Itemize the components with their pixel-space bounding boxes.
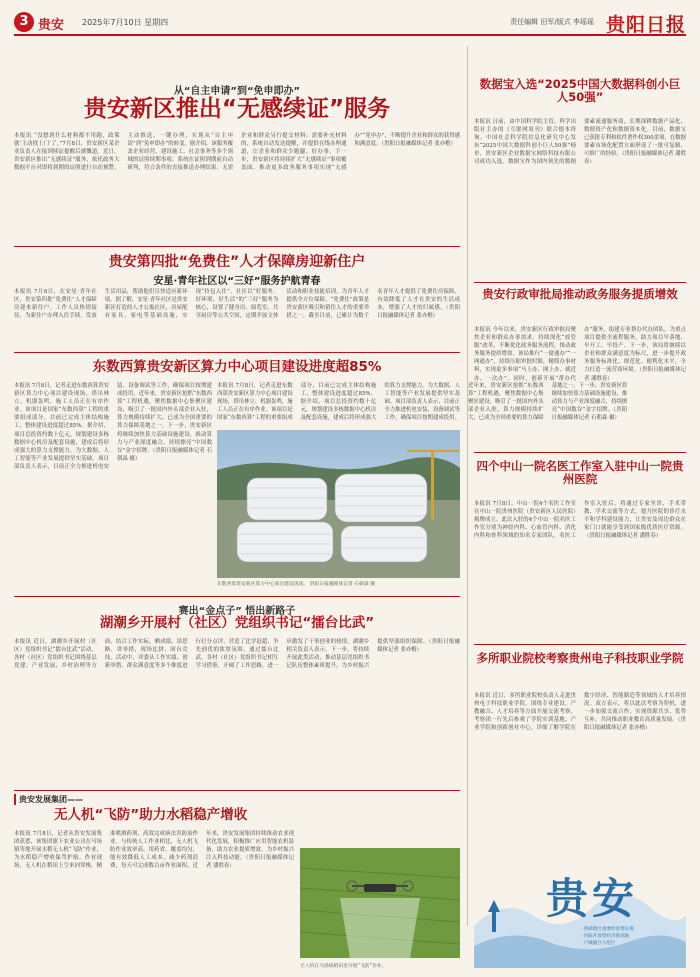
computing-body: 本报讯 7月8日，记者走进东数西算贵安新区算力中心项目建设现场，塔吊林立、机器轰鸣，施工人员正在有序作业。该项目是国家“东数西算”工程的重要组成部分，目前已完成主体结构施工，整体建设进度超过85%。据介绍，项目总投资约数十亿元，规划建设多栋数据中心机房及配套设施，建成后将形成强大的算力支撑能力，为大数据、人工智能等产业发展提供坚实基础。项目部负责人表示，目前正全力推进机电安装、设备调试等工作，确保项目按期建成投用。近年来，贵安新区抢抓“东数西算”工程机遇，聚焦数据中心集聚区建设，吸引了一批国内外头部企业入驻，算力规模持续扩大，已成为全国重要的算力保障基地之一。下一步，贵安新区将继续加快算力基础设施建设，推动算力与产业深度融合，持续擦亮“中国数谷”金字招牌。（贵阳日报融媒体记者 石朝森 摄） bbox=[14, 383, 212, 470]
computing-center-photo bbox=[217, 430, 460, 578]
drone-body: 本报讯 7月8日，记者从贵安发展集团获悉，该集团旗下农业公司在马场镇等地开展水稻无人机“飞防”作业，为水稻稳产增收保驾护航。作业现场，无人机在稻田上空来回穿梭，精准喷洒药剂，高效完成病虫害防治作业。与传统人工作业相比，无人机飞防作业效率高、用药省、覆盖均匀，能有效降低人工成本，减少药剂浪费，每天可完成数百亩作业面积。近年来，贵安发展集团持续推动农业现代化发展，积极推广应用智能农机装备，助力农业提质增效，为乡村振兴注入科技动能。（贵阳日报融媒体记者 潘胜春） bbox=[14, 831, 294, 870]
lead-kicker: 从“自主申请”到“免申即办” bbox=[173, 86, 301, 97]
hospital-headline: 四个中山一院名医工作室入驻中山一院贵州医院 bbox=[476, 459, 684, 487]
section-rule bbox=[14, 352, 460, 353]
rice-field-image bbox=[300, 848, 460, 958]
masthead bbox=[14, 10, 686, 36]
section-rule bbox=[474, 644, 686, 645]
section-name: 贵安 bbox=[38, 18, 65, 33]
guian-artwork bbox=[474, 856, 686, 968]
community-kicker: 赛出“金点子” 悟出新路子 bbox=[178, 606, 296, 617]
admin-body: 本报讯 今年以来，贵安新区行政审批局聚焦企业和群众办事需求，持续深化“放管服”改革，不断优化政务服务流程，推动政务服务提质增效。该局推行“一窗通办”“一网通办”，持续压缩审批时限，精简办事材料，实现更多事项“马上办、网上办、就近办、一次办”。同时，创新开展“帮办代办”服务，组建专业帮办代办团队，为重点项目提供全流程服务，助力项目早落地、早开工、早投产。下一步，该局将继续以企业和群众满意度为标尺，进一步提升政务服务标准化、规范化、便利化水平，全力打造一流营商环境。（贵阳日报融媒体记者 潘胜春） bbox=[474, 327, 686, 382]
issue-date: 2025年7月10日 星期四 bbox=[82, 18, 169, 27]
section-rule bbox=[14, 246, 460, 247]
section-rule bbox=[14, 790, 460, 791]
housing-headline: 贵安第四批“免费住”人才保障房迎新住户 bbox=[108, 254, 366, 270]
community-headline: 湖潮乡开展村（社区）党组织书记“擂台比武” bbox=[99, 615, 375, 631]
computing-photo-caption: 东数西算贵安新区算力中心项目建设现场。 贵阳日报融媒体记者 石朝森 摄 bbox=[217, 582, 376, 587]
computing-center-image bbox=[217, 430, 460, 578]
drone-photo-caption: 无人机在马场镇稻田里开展“飞防”作业。 bbox=[300, 964, 387, 969]
page-number: 3 bbox=[14, 12, 34, 32]
section-rule bbox=[474, 452, 686, 453]
guian-slogan: ·产城融合示范区 bbox=[582, 941, 616, 946]
drone-headline: 无人机“飞防”助力水稻稳产增收 bbox=[54, 807, 248, 823]
community-body: 本报讯 近日，湖潮乡开展村（社区）党组织书记“擂台比武”活动，各村（社区）党组织书记围绕基层党建、产业发展、乡村治理等方面，结合工作实际，晒成绩、谈思路、讲举措，现场比拼、同台竞技。活动中，评委从工作实绩、创新举措、群众满意度等多个维度进行打分点评，营造了比学赶超、争先创优的浓厚氛围。通过擂台比武，各村（社区）党组织书记相互学习借鉴，开阔了工作思路，进一步激发了干事创业的热情。湖潮乡相关负责人表示，下一步，将持续开展此类活动，推动基层党组织书记队伍整体素质提升，为乡村振兴提供坚强组织保障。（贵阳日报融媒体记者 张亦楷） bbox=[14, 639, 460, 670]
drone-brand-tag: 贵安发展集团—— bbox=[14, 794, 83, 805]
databao-body: 本报讯 日前，由中国科学院主管、科学出版社主办的《互联网周刊》联合德本咨询、中国社会科学院信息化研究中心发布“2025中国大数据科创小巨人50强”榜单，贵安新区企业数据宝网络科技有限公司成功入选。数据宝作为国内领先的数据要素流通服务商，长期深耕数据产品化、数据资产化和数据资本化。目前，数据宝已获批专利和软件著作权300余项，在数据要素市场化配置方面形成了一批可复制、可推广的经验。（贵阳日报融媒体记者 潘胜春） bbox=[474, 119, 686, 166]
hospital-body: 本报讯 7月8日，中山一院4个名医工作室在中山一院贵州医院（贵安新区人民医院）揭牌成立。此次入驻的4个中山一院名医工作室分别为神经内科、心血管内科、消化内科和骨科领域的知名专家团队。名医工作室入驻后，将通过专家坐诊、手术带教、学术交流等方式，提升医院的诊疗水平和学科建设能力，让贵安及周边群众在家门口就能享受到国家级优质医疗资源。（贵阳日报融媒体记者 潘胜春） bbox=[474, 501, 686, 540]
vocational-headline: 多所职业院校考察贵州电子科技职业学院 bbox=[476, 651, 684, 665]
newspaper-logo: 贵阳日报 bbox=[605, 14, 686, 36]
section-rule bbox=[14, 596, 460, 597]
computing-body-right: 本报讯 7月8日，记者走进东数西算贵安新区算力中心项目建设现场，塔吊林立、机器轰鸣，施工人员正在有序作业。该项目是国家“东数西算”工程的重要组成部分，目前已完成主体结构施工，整体建设进度超过85%。据介绍，项目总投资约数十亿元，规划建设多栋数据中心机房及配套设施，建成后将形成强大的算力支撑能力，为大数据、人工智能等产业发展提供坚实基础。项目部负责人表示，目前正全力推进机电安装、设备调试等工作，确保项目按期建成投用。近年来，贵安新区抢抓“东数西算”工程机遇，聚焦数据中心集聚区建设，吸引了一批国内外头部企业入驻，算力规模持续扩大，已成为全国重要的算力保障基地之一。下一步，贵安新区将继续加快算力基础设施建设，推动算力与产业深度融合，持续擦亮“中国数谷”金字招牌。（贵阳日报融媒体记者 石朝森 摄） bbox=[217, 383, 628, 422]
guian-art-title: 贵安 bbox=[546, 874, 639, 923]
databao-headline: 数据宝入选“2025中国大数据科创小巨人50强” bbox=[479, 77, 681, 105]
lead-body: 本报讯 “没想到什么材料都不用跑，政策就‘主动找上门’了。”7月8日，贵安新区某企业负责人在接到续证提醒后感慨道。近日，贵安新区推出“无感续证”服务，依托政务大数据平台对即将到期的证照进行自动预警，主动推送、一键办理，实现从“自主申请”到“免申即办”的转变。据介绍，该服务覆盖企业经营、建设施工、社会事务等多个领域的证照续期事项。系统在证照到期前自动研判，符合条件的直接推送办理结果，无需企业和群众另行提交材料；需要补充材料的，系统自动发送提醒，并提供在线办理通道，让企业和群众少跑腿、好办事。下一步，贵安新区将持续扩大“无感续证”事项覆盖面，推动更多政务服务事项实现“无感办”“免申办”，不断提升企业和群众的获得感和满意度。（贵阳日报融媒体记者 张亦楷） bbox=[14, 133, 460, 172]
housing-subhead: 安星·青年社区以“三好”服务护航青春 bbox=[153, 276, 321, 287]
lead-headline: 贵安新区推出“无感续证”服务 bbox=[83, 96, 391, 122]
housing-body: 本报讯 7月8日，在安星·青年社区，贵安第四批“免费住”人才保障房迎来新住户。工作人员热情接待，为新住户办理入住手续，发放生活用品，帮助他们尽快适应新环境。据了解，安星·青年社区是贵安新区打造的人才公寓社区，房屋配有家具、家电等基础设施，实现“拎包入住”。社区以“好服务、好环境、好生活”的“三好”服务为核心，设置了健身房、阅览室、共享厨房等公共空间，定期开展文体活动和职业技能培训，为青年人才提供全方位保障。“免费住”政策是贵安新区吸引和留住人才的重要举措之一，截至目前，已累计为数千名青年人才提供了免费住房保障，有效降低了人才在贵安的生活成本，增强了人才的归属感。（贵阳日报融媒体记者 张亦楷） bbox=[14, 289, 460, 320]
guian-slogan: ·内陆开放型经济新高地 bbox=[582, 934, 630, 939]
column-divider bbox=[467, 46, 468, 926]
guian-art-slogans bbox=[582, 926, 686, 947]
admin-headline: 贵安行政审批局推动政务服务提质增效 bbox=[482, 287, 678, 301]
guian-slogan: ·西部地区重要经济增长极 bbox=[582, 927, 634, 932]
vocational-body: 本报讯 近日，多所职业院校负责人走进贵州电子科技职业学院，围绕专业建设、产教融合、人才培养等方面开展交流考察。考察团一行先后参观了学院实训基地、产业学院和创新创业中心，详细了解学院在数字经济、智能制造等领域的人才培养情况。双方表示，将以此次考察为契机，进一步加强交流合作，实现资源共享、优势互补，共同推动职业教育高质量发展。（贵阳日报融媒体记者 张亦楷） bbox=[474, 693, 686, 732]
computing-headline: 东数西算贵安新区算力中心项目建设进度超85% bbox=[92, 359, 382, 375]
section-rule bbox=[474, 282, 686, 283]
editor-credit: 责任编辑 田军/版式 李瑶瑶 bbox=[510, 18, 594, 26]
drone-photo bbox=[300, 848, 460, 958]
